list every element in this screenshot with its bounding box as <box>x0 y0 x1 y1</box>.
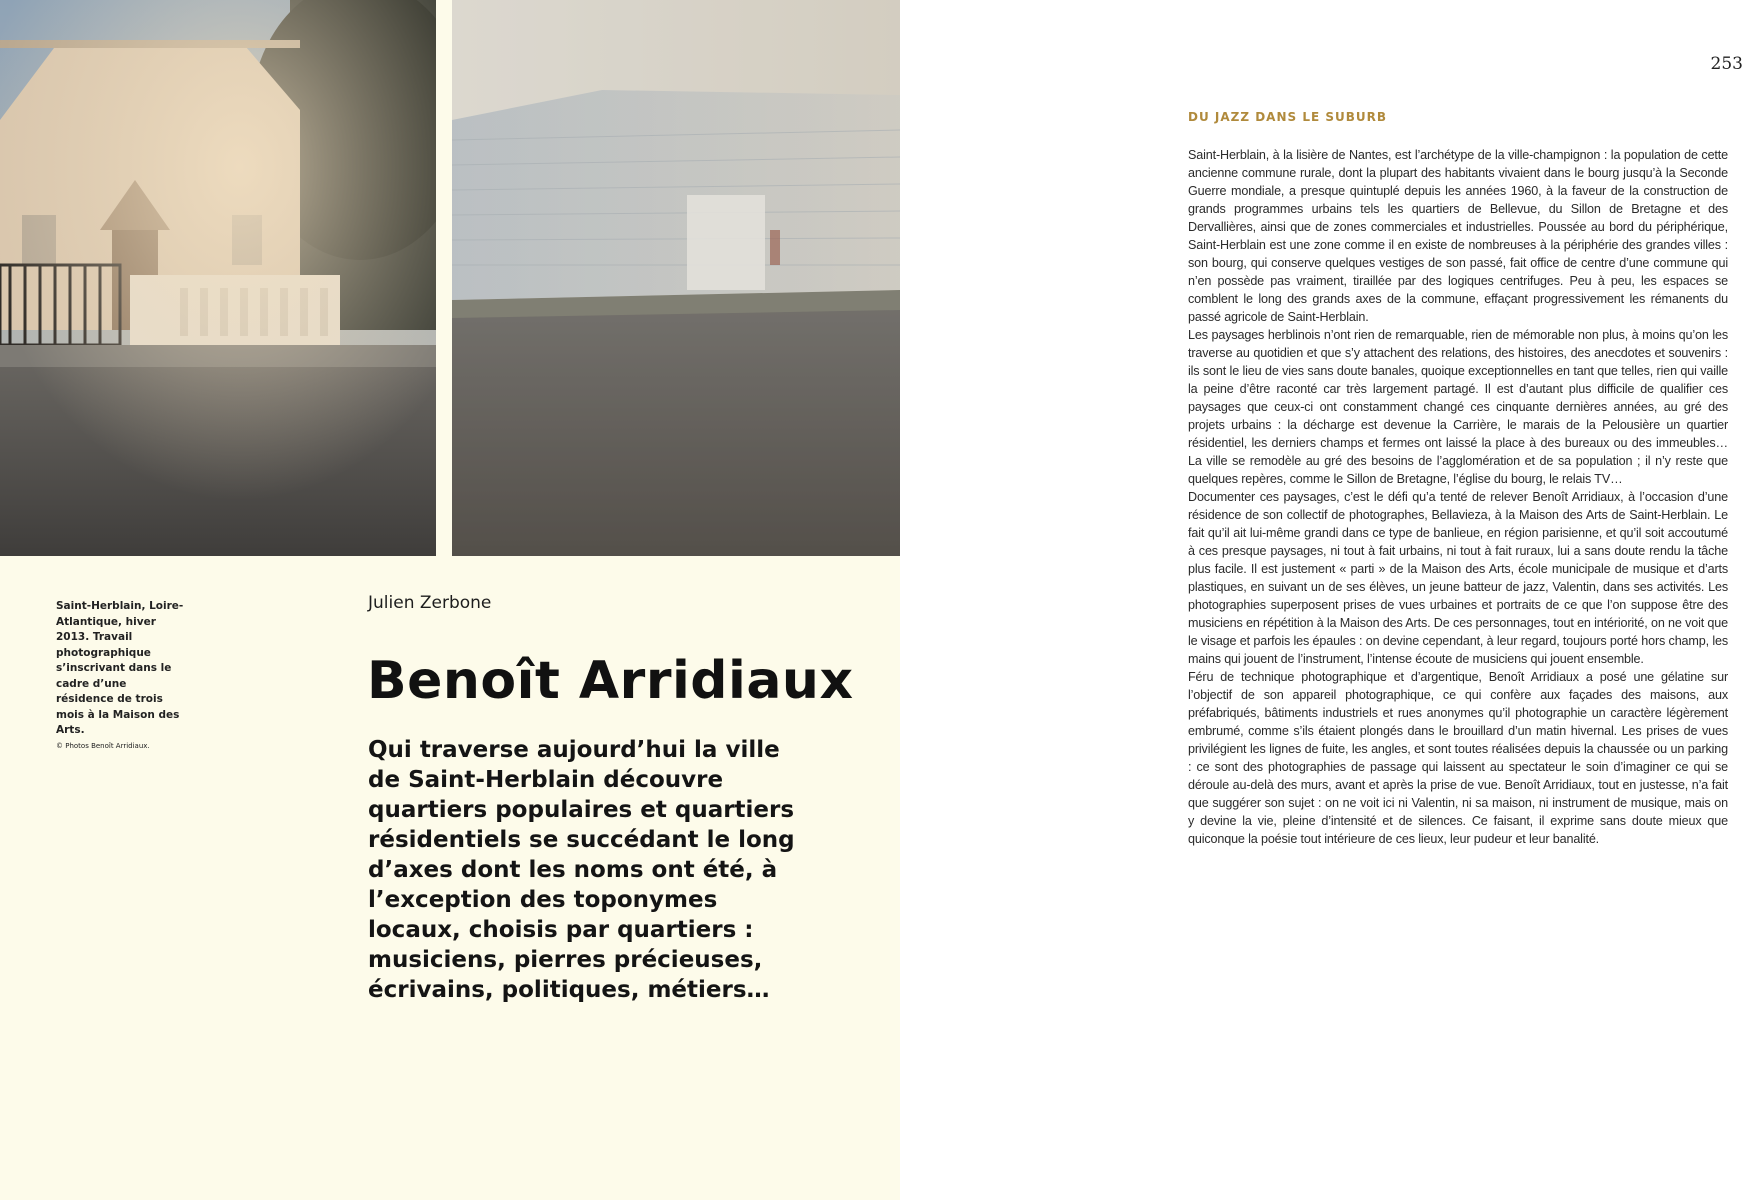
caption-text: Saint-Herblain, Loire-Atlantique, hiver 2013. Travail photographique s’inscrivant dans le cadre d’une résidence de trois mois à la Maison des Arts. <box>56 600 184 736</box>
body-paragraph: Saint-Herblain, à la lisière de Nantes, est l’archétype de la ville-champignon : la population de cette ancienne commune rurale, dont la plupart des habitants vivaient dans le bourg jusqu’à la Seconde Guerre mondiale, a presque quintuplé depuis les années 1960, à la faveur de la construction de grands programmes urbains tels les quartiers de Bellevue, du Sillon de Bretagne et des Dervallières, ainsi que de zones commerciales et industrielles. Poussée au bord du périphérique, Saint-Herblain est une zone comme il en existe de nombreuses à la périphérie des grandes villes : son bourg, qui conserve quelques vestiges de son passé, fait office de centre d’une commune qui n’en possède pas vraiment, tiraillée par des logiques centrifuges. Peu à peu, les espaces se comblent le long des grands axes de la commune, effaçant progressivement les rémanents du passé agricole de Saint-Herblain. <box>1188 148 1728 324</box>
body-paragraph: Documenter ces paysages, c’est le défi qu’a tenté de relever Benoît Arridiaux, à l’occasion d’une résidence de son collectif de photographes, Bellavieza, à la Maison des Arts de Saint-Herblain. Le fait qu’il ait lui-même grandi dans ce type de banlieue, en région parisienne, et qu’il soit accoutumé à ces presque paysages, ni tout à fait urbains, ni tout à fait ruraux, lui a sans doute rendu la tâche plus facile. Il est justement « parti » de la Maison des Arts, école municipale de musique et d’arts plastiques, en suivant un de ses élèves, un jeune batteur de jazz, Valentin, dans ses activités. Les photographies superposent prises de vues urbaines et portraits de ce que l’on suppose être des musiciens en répétition à la Maison des Arts. De ces personnages, tout en intériorité, on ne voit que le visage et parfois les épaules : on devine cependant, à leur regard, toujours porté hors champ, les mains qui jouent de l’instrument, l’intense écoute de musiciens qui jouent ensemble. <box>1188 490 1728 666</box>
photo-credit: © Photos Benoît Arridiaux. <box>56 741 150 750</box>
photo-gutter <box>436 0 452 556</box>
article-title: Benoît Arridiaux <box>367 651 854 711</box>
body-paragraph: Féru de technique photographique et d’argentique, Benoît Arridiaux a posé une gélatine sur l’objectif de son appareil photographique, ce qui confère aux façades des maisons, aux préfabriqués, bâtiments industriels et rues anonymes qu’il photographie un caractère légèrement embrumé, comme s’ils étaient plongés dans le brouillard d’un matin hivernal. Les prises de vues privilégient les lignes de fuite, les angles, et sont toutes réalisées depuis la chaussée ou un parking : ce sont des photographies de passage qui laissent au spectateur le soin d’imaginer ce qui se déroule au-delà des murs, avant et après la prise de vue. Benoît Arridiaux, tout en justesse, n’a fait que suggérer son sujet : on ne voit ici ni Valentin, ni sa maison, ni instrument de musique, mais on y devine la vie, pleine d’intensité et de silences. Ce faisant, il exprime sans doute mieux que quiconque la poésie tout intérieure de ces lieux, leur pudeur et leur banalité. <box>1188 670 1728 846</box>
section-heading: DU JAZZ DANS LE SUBURB <box>1188 110 1388 124</box>
house-photo <box>0 0 436 556</box>
article-lead: Qui traverse aujourd’hui la ville de Saint-Herblain découvre quartiers populaires et quartiers résidentiels se succédant le long d’axes dont les noms ont été, à l’exception des toponymes locaux, choisis par quartiers : musiciens, pierres précieuses, écrivains, politiques, métiers… <box>368 737 795 1003</box>
body-paragraph: Les paysages herblinois n’ont rien de remarquable, rien de mémorable non plus, à moins qu’on les traverse au quotidien et que s’y attachent des relations, des histoires, des anecdotes et souvenirs : ils sont le lieu de vies sans doute banales, quoique exceptionnelles en tant que telles, rien qui vaille la peine d’être raconté car très largement partagé. Il est d’autant plus difficile de qualifier ces paysages que ceux-ci ont constamment changé ces cinquante dernières années, au gré des projets urbains : la décharge est devenue la Carrière, le marais de la Pelousière un quartier résidentiel, les derniers champs et fermes ont laissé la place à des bureaux ou des immeubles… La ville se remodèle au gré des besoins de l’agglomération et de sa population ; il n’y reste que quelques repères, comme le Sillon de Bretagne, l’église du bourg, le relais TV… <box>1188 328 1728 486</box>
article-author: Julien Zerbone <box>368 593 492 613</box>
article-body <box>1188 146 1728 848</box>
photo-caption <box>56 599 186 752</box>
warehouse-photo <box>452 0 900 556</box>
page-number: 253 <box>1710 54 1743 74</box>
